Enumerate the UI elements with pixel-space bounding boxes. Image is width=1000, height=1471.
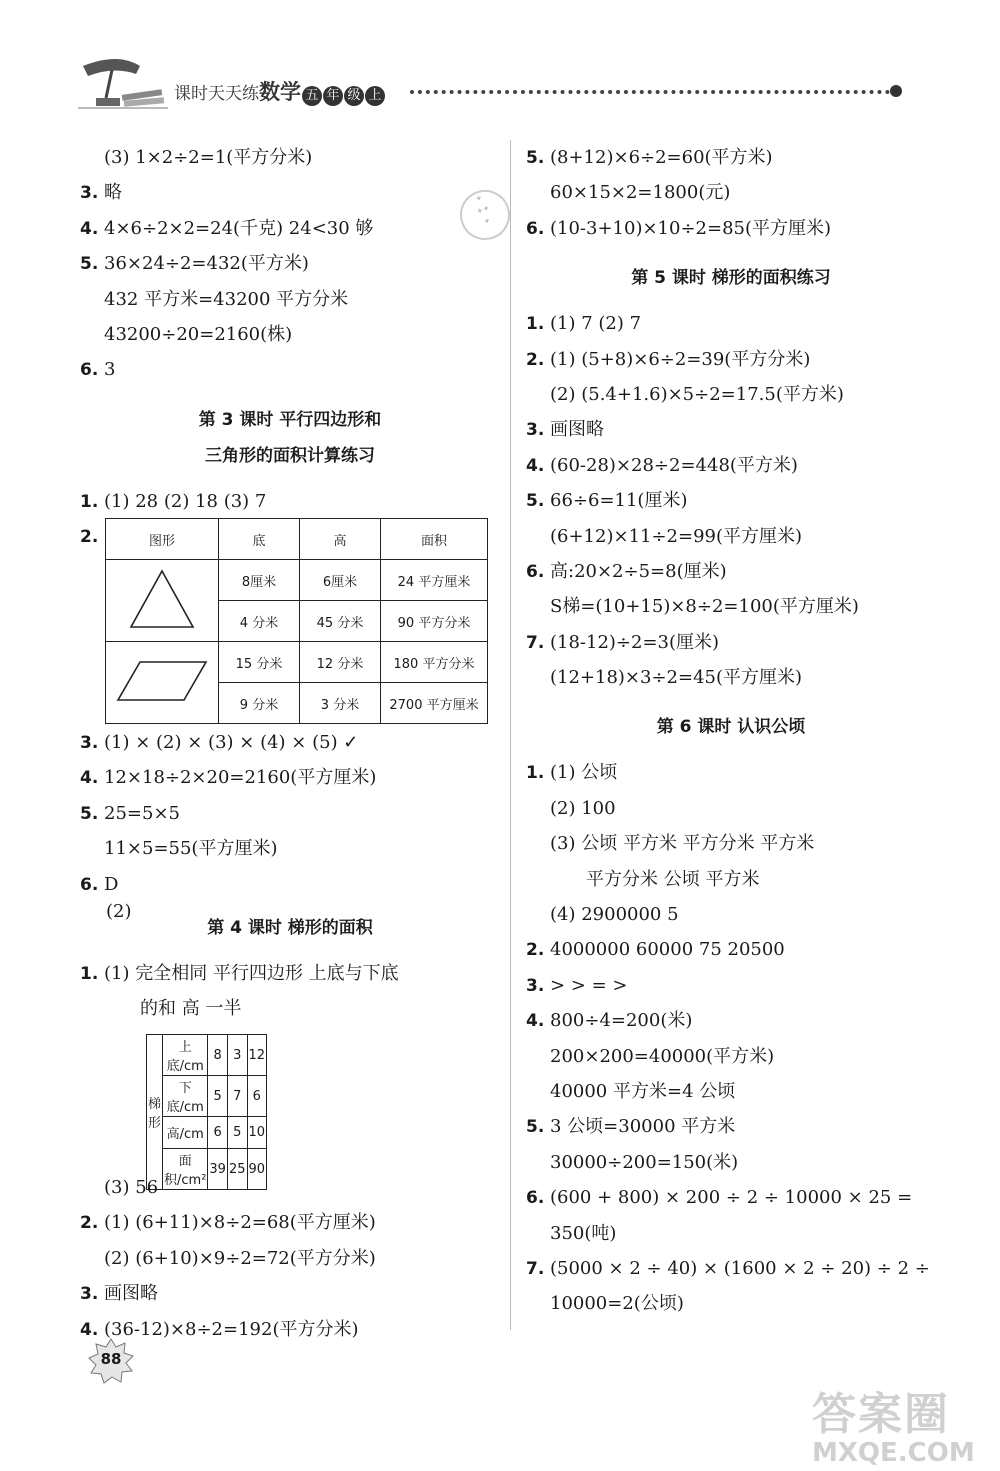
right-column (526, 140, 936, 1322)
question-number: 5. (526, 1117, 545, 1138)
answer-line (526, 1180, 936, 1215)
answer-line (526, 448, 936, 483)
answer-text: (6+12)×11÷2=99(平方厘米) (550, 525, 803, 547)
answer-line (80, 140, 500, 175)
grade-char: 级 (344, 86, 364, 106)
question-number: 3. (526, 420, 545, 441)
right-answers-top (526, 140, 936, 246)
table-header-cell: 高 (300, 519, 381, 560)
question-number: 5. (526, 148, 545, 168)
answer-line (80, 1205, 500, 1240)
answer-line (80, 1312, 500, 1347)
answer-line (80, 1170, 500, 1205)
answer-line (526, 660, 936, 695)
trapezoid-table (146, 1034, 267, 1190)
table-cell: 6 (247, 1076, 267, 1117)
table-row (147, 1117, 267, 1149)
answer-line (80, 1276, 500, 1311)
answer-line (80, 175, 500, 210)
question-number: 7. (526, 632, 545, 653)
answer-line (526, 826, 936, 861)
answer-line (80, 956, 500, 991)
answer-text: (12+18)×3÷2=45(平方厘米) (550, 667, 803, 689)
question-number: 4. (80, 1319, 99, 1340)
answer-text: (60-28)×28÷2=448(平方米) (550, 454, 798, 476)
table-cell: 6厘米 (300, 560, 381, 601)
question-number: 1. (80, 491, 99, 512)
answer-text: (36-12)×8÷2=192(平方分米) (104, 1318, 359, 1340)
question-number: 6. (80, 360, 99, 381)
answer-text: 40000 平方米=4 公顷 (550, 1080, 736, 1102)
question-number: 5. (526, 491, 545, 512)
section-6-answers (526, 755, 936, 1321)
answer-line (80, 211, 500, 246)
question-number: 3. (80, 183, 99, 204)
parallelogram-cell (106, 642, 219, 724)
answer-line (80, 484, 500, 519)
answer-line (526, 1003, 936, 1038)
answer-line (80, 352, 500, 387)
answer-text: (3) 1×2÷2=1(平方分米) (104, 147, 313, 168)
answer-text: (3) 公顷 平方米 平方分米 平方米 (550, 833, 815, 855)
table-cell: 9 分米 (219, 683, 300, 724)
question-number: 2. (526, 940, 545, 961)
table-cell: 45 分米 (300, 601, 381, 642)
answer-line (80, 246, 500, 281)
table-cell: 180 平方分米 (381, 642, 488, 683)
table-header-cell: 面积 (381, 519, 488, 560)
answer-text: (5000 × 2 ÷ 40) × (1600 × 2 ÷ 20) ÷ 2 ÷ (550, 1257, 930, 1279)
watermark (812, 1378, 992, 1468)
answer-text: 画图略 (104, 1283, 158, 1305)
question-number: 6. (80, 874, 99, 895)
page-number-badge (88, 1338, 134, 1384)
answer-text: (3) 56 (104, 1177, 159, 1198)
answer-line (80, 282, 500, 317)
series-name: 课时天天练 (174, 84, 259, 104)
question-number: 3. (526, 975, 545, 996)
table-cell: 90 (247, 1149, 267, 1190)
table-cell: 5 (227, 1117, 247, 1149)
answer-text: 350(吨) (550, 1222, 617, 1244)
answer-text: > > = > (550, 974, 628, 996)
table-row (106, 642, 488, 683)
question-number: 4. (526, 1011, 545, 1032)
question-number: 2. (526, 349, 545, 370)
section-5-title: 第 5 课时 梯形的面积练习 (631, 268, 831, 289)
answer-text: (600 + 800) × 200 ÷ 2 ÷ 10000 × 25 = (550, 1187, 913, 1209)
answer-line (80, 725, 500, 760)
answer-line (526, 862, 936, 897)
answer-line (526, 625, 936, 660)
stamp-icon: ✦ ✦✦ ✦ (453, 183, 517, 247)
question-number: 1. (526, 314, 545, 335)
answer-text: 的和 高 一半 (140, 998, 242, 1020)
answer-line (526, 1251, 936, 1286)
shape-area-table (105, 518, 488, 724)
triangle-cell (106, 560, 219, 642)
answer-text: (1) × (2) × (3) × (4) × (5) ✓ (104, 732, 359, 753)
table-cell: 6 (208, 1117, 228, 1149)
question-number: 7. (526, 1258, 545, 1279)
answer-line (80, 760, 500, 795)
left-column-lower (80, 725, 500, 1027)
answer-line (526, 412, 936, 447)
table-cell: 24 平方厘米 (381, 560, 488, 601)
question-number: 6. (526, 218, 545, 239)
subject-name: 数学 (259, 80, 301, 104)
section-3-title-line1: 第 3 课时 平行四边形和 (198, 409, 382, 430)
answer-line (80, 1241, 500, 1276)
table-cell: 39 (208, 1149, 228, 1190)
question-number: 1. (80, 963, 99, 984)
desk-lamp-books-icon (78, 56, 168, 116)
parallelogram-icon (114, 658, 210, 704)
table-row (106, 560, 488, 601)
answer-line (526, 1145, 936, 1180)
column-divider (510, 140, 511, 1330)
answer-line (526, 1074, 936, 1109)
header-dotted-rule (410, 90, 890, 94)
table-header-cell: 底 (219, 519, 300, 560)
answer-text: 画图略 (550, 419, 604, 441)
answer-line (80, 991, 500, 1026)
section-6-title: 第 6 课时 认识公顷 (656, 717, 806, 738)
answer-line (526, 306, 936, 341)
answer-text: (18-12)÷2=3(厘米) (550, 631, 720, 653)
table-header-cell: 图形 (106, 519, 219, 560)
answer-text: 3 (104, 359, 116, 381)
question-number: 6. (526, 561, 545, 582)
answer-line (526, 554, 936, 589)
table-cell: 12 (247, 1035, 267, 1076)
answer-line (526, 175, 936, 210)
answer-text: 3 公顷=30000 平方米 (550, 1116, 736, 1138)
table-cell: 90 平方分米 (381, 601, 488, 642)
table-cell: 10 (247, 1117, 267, 1149)
answer-text: 25=5×5 (104, 802, 180, 824)
answer-line (526, 519, 936, 554)
page-header (70, 48, 930, 128)
table-cell: 2700 平方厘米 (381, 683, 488, 724)
table-cell: 15 分米 (219, 642, 300, 683)
answer-text: 4×6÷2×2=24(千克) 24<30 够 (104, 217, 374, 239)
answer-text: 200×200=40000(平方米) (550, 1045, 775, 1067)
question-number: 2. (80, 527, 99, 548)
answer-text: 12×18÷2×20=2160(平方厘米) (104, 767, 377, 789)
table-row (147, 1035, 267, 1076)
watermark-text: 答案圈 (812, 1389, 950, 1440)
table-cell: 3 分米 (300, 683, 381, 724)
answer-text: (2) (6+10)×9÷2=72(平方分米) (104, 1247, 376, 1269)
answer-text: 800÷4=200(米) (550, 1010, 693, 1032)
page-number: 88 (100, 1350, 122, 1368)
watermark-url: MXQE.COM (812, 1438, 975, 1468)
answer-line (526, 377, 936, 412)
answer-text: (2) 100 (550, 797, 616, 819)
answer-line (526, 1039, 936, 1074)
table2-label: (2) (106, 901, 132, 922)
answer-line (526, 791, 936, 826)
answer-text: 66÷6=11(厘米) (550, 490, 688, 512)
answer-text: (1) 公顷 (550, 762, 618, 784)
answer-line (80, 831, 500, 866)
answer-text: (1) 28 (2) 18 (3) 7 (104, 490, 267, 512)
answer-text: 4000000 60000 75 20500 (550, 939, 785, 961)
answer-text: 略 (104, 182, 122, 204)
answer-line (526, 1109, 936, 1144)
question-number: 5. (80, 803, 99, 824)
answer-text: (1) 7 (2) 7 (550, 313, 642, 335)
answer-text: D (104, 873, 119, 895)
answer-text: 高:20×2÷5=8(厘米) (550, 560, 727, 582)
section-3-title-line2: 三角形的面积计算练习 (205, 445, 375, 466)
triangle-icon (127, 567, 197, 631)
table-cell: 25 (227, 1149, 247, 1190)
answer-text: 36×24÷2=432(平方米) (104, 253, 309, 275)
answer-text: (1) (6+11)×8÷2=68(平方厘米) (104, 1212, 376, 1234)
table-cell: 高/cm (163, 1117, 208, 1149)
question-number: 3. (80, 733, 99, 753)
book-title (174, 76, 385, 106)
answer-text: 432 平方米=43200 平方分米 (104, 288, 349, 310)
answer-line (526, 483, 936, 518)
answer-text: (1) 完全相同 平行四边形 上底与下底 (104, 962, 399, 984)
answer-line (526, 211, 936, 246)
grade-char: 五 (302, 86, 322, 106)
answer-line (526, 589, 936, 624)
row-header-cell: 梯形 (147, 1035, 163, 1190)
answer-line (526, 897, 936, 932)
answer-text: (2) (5.4+1.6)×5÷2=17.5(平方米) (550, 383, 844, 405)
question-number: 6. (526, 1188, 545, 1209)
table-cell: 4 分米 (219, 601, 300, 642)
answer-text: 10000=2(公顷) (550, 1293, 684, 1315)
left-column-bottom (80, 1170, 500, 1347)
table-cell: 上底/cm (163, 1035, 208, 1076)
table-cell: 7 (227, 1076, 247, 1117)
answer-text: 30000÷200=150(米) (550, 1151, 739, 1173)
answer-text: 60×15×2=1800(元) (550, 182, 731, 204)
question-number: 4. (80, 218, 99, 239)
table-cell: 5 (208, 1076, 228, 1117)
answer-line (526, 755, 936, 790)
answer-text: (1) (5+8)×6÷2=39(平方分米) (550, 348, 811, 370)
grade-char: 上 (365, 86, 385, 106)
table-cell: 下底/cm (163, 1076, 208, 1117)
answer-text: 11×5=55(平方厘米) (104, 838, 278, 860)
answer-text: (4) 2900000 5 (550, 904, 679, 926)
answer-line (526, 342, 936, 377)
header-end-dot (890, 85, 902, 97)
table-cell: 3 (227, 1035, 247, 1076)
question-number: 1. (526, 763, 545, 784)
answer-line (80, 796, 500, 831)
left-answers-top (80, 140, 500, 388)
left-column (80, 140, 500, 555)
grade-char: 年 (323, 86, 343, 106)
answer-line (526, 968, 936, 1003)
left-answers-middle (80, 725, 500, 902)
table-cell: 面积/cm² (163, 1149, 208, 1190)
answer-line (526, 1216, 936, 1251)
answer-text: (8+12)×6÷2=60(平方米) (550, 147, 773, 168)
section-5-answers (526, 306, 936, 695)
question-number: 5. (80, 254, 99, 275)
table-header-row (106, 519, 488, 560)
question-number: 4. (80, 768, 99, 789)
answer-text: 43200÷20=2160(株) (104, 323, 293, 345)
answer-text: S梯=(10+15)×8÷2=100(平方厘米) (550, 596, 859, 618)
section-4-answers (80, 956, 500, 1027)
answer-text: (10-3+10)×10÷2=85(平方厘米) (550, 217, 832, 239)
section-4-title: 第 4 课时 梯形的面积 (207, 917, 373, 938)
answer-text: 平方分米 公顷 平方米 (586, 868, 760, 890)
answer-line (526, 932, 936, 967)
table-cell: 8 (208, 1035, 228, 1076)
table-row (147, 1076, 267, 1117)
table-cell: 12 分米 (300, 642, 381, 683)
answer-line (80, 317, 500, 352)
question-number: 2. (80, 1213, 99, 1234)
question-number: 3. (80, 1284, 99, 1305)
answer-line (80, 867, 500, 902)
answer-line (526, 140, 936, 175)
question-number: 4. (526, 455, 545, 476)
answer-line (526, 1286, 936, 1321)
left-answers-bottom (80, 1170, 500, 1347)
table-cell: 8厘米 (219, 560, 300, 601)
